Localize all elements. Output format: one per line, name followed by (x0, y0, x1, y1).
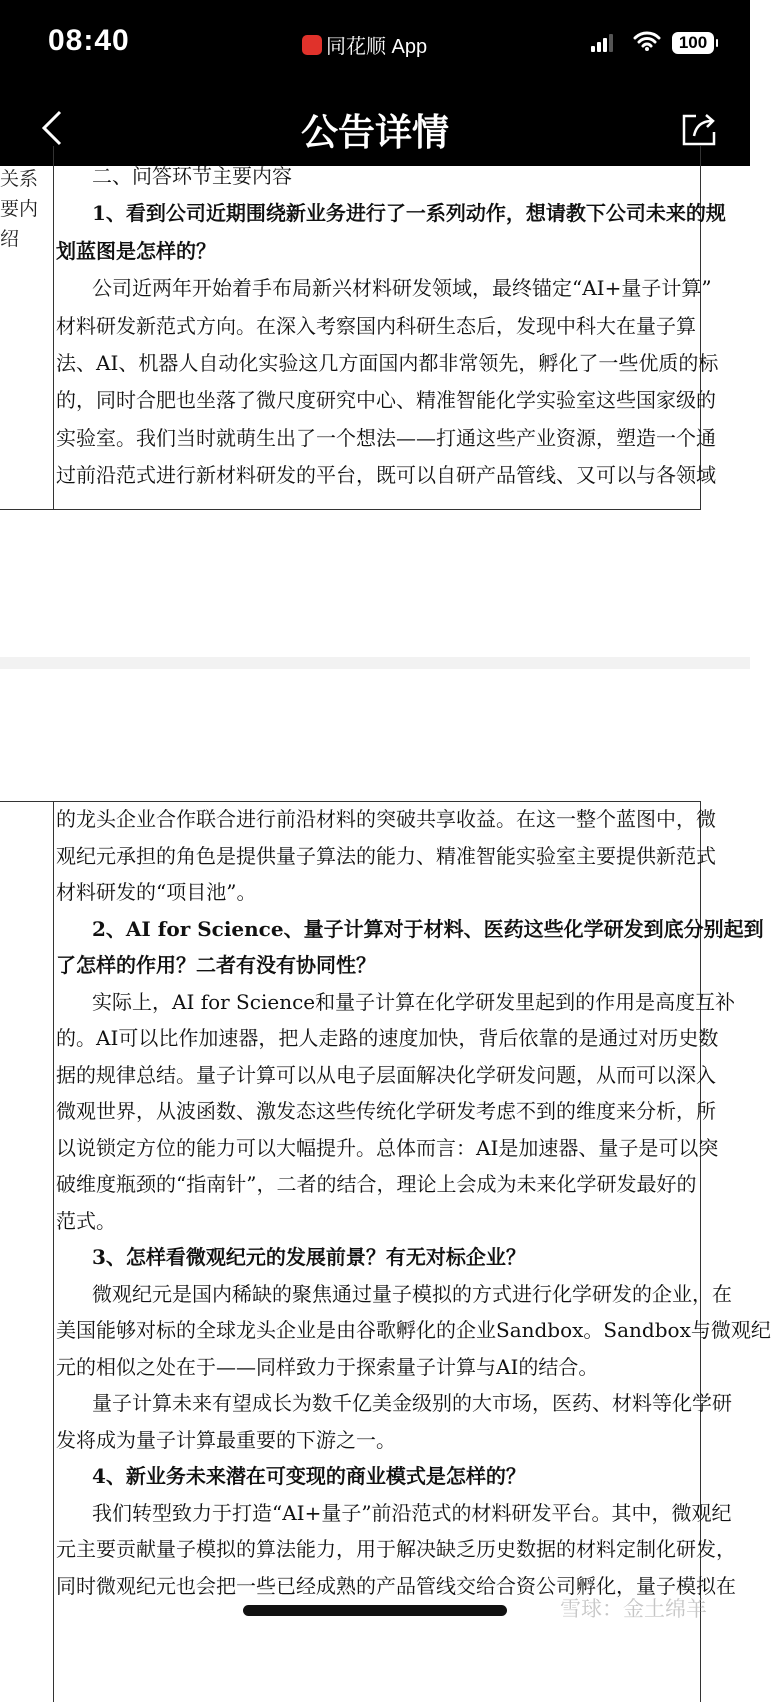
text-line: 实际上，AI for Science和量子计算在化学研发里起到的作用是高度互补 (92, 989, 736, 1014)
text-line: 1、看到公司近期围绕新业务进行了一系列动作，想请教下公司未来的规 (92, 201, 726, 226)
text-line: 同时微观纪元也会把一些已经成熟的产品管线交给合资公司孵化，量子模拟在 (56, 1573, 736, 1598)
left-col-text: 绍 (0, 228, 20, 250)
text-line: 了怎样的作用？二者有没有协同性？ (56, 953, 376, 977)
text-line: 4、新业务未来潜在可变现的商业模式是怎样的？ (92, 1464, 526, 1488)
text-line: 2、AI for Science、量子计算对于材料、医药这些化学研发到底分别起到 (92, 916, 764, 941)
text-line: 发将成为量子计算最重要的下游之一。 (56, 1427, 396, 1452)
text-line: 微观纪元是国内稀缺的聚焦通过量子模拟的方式进行化学研发的企业，在 (92, 1281, 732, 1306)
text-line: 的。AI可以比作加速器，把人走路的速度加快，背后依靠的是通过对历史数 (56, 1026, 719, 1050)
text-line: 元的相似之处在于——同样致力于探索量子计算与AI的结合。 (56, 1354, 599, 1379)
battery-icon: 100 (672, 32, 714, 54)
text-line: 材料研发的“项目池”。 (56, 880, 257, 904)
text-line: 据的规律总结。量子计算可以从电子层面解决化学研发问题，从而可以深入 (56, 1062, 716, 1087)
text-line: 我们转型致力于打造“AI+量子”前沿范式的材料研发平台。其中，微观纪 (92, 1500, 732, 1525)
text-line: 量子计算未来有望成长为数千亿美金级别的大市场，医药、材料等化学研 (92, 1391, 732, 1415)
text-line: 的龙头企业合作联合进行前沿材料的突破共享收益。在这一整个蓝图中，微 (56, 807, 716, 831)
text-line: 公司近两年开始着手布局新兴材料研发领域，最终锚定“AI+量子计算” (92, 276, 712, 301)
page-title: 公告详情 (301, 111, 449, 154)
share-icon[interactable] (682, 112, 716, 146)
left-col-text: 要内 (0, 198, 39, 220)
signal-icon (591, 34, 613, 52)
text-line: 以说锁定方位的能力可以大幅提升。总体而言：AI是加速器、量子是可以突 (56, 1135, 719, 1160)
text-line: 材料研发新范式方向。在深入考察国内科研生态后，发现中科大在量子算 (56, 313, 696, 338)
text-line: 微观世界，从波函数、激发态这些传统化学研发考虑不到的维度来分析，所 (56, 1099, 716, 1123)
app-icon (302, 35, 322, 55)
text-line: 观纪元承担的角色是提供量子算法的能力、精准智能实验室主要提供新范式 (56, 843, 716, 868)
text-line: 法、AI、机器人自动化实验这几方面国内都非常领先，孵化了一些优质的标 (56, 351, 719, 375)
table-border (0, 801, 53, 802)
text-line: 元主要贡献量子模拟的算法能力，用于解决缺乏历史数据的材料定制化研发， (56, 1537, 736, 1561)
wifi-icon (633, 30, 661, 52)
text-line: 实验室。我们当时就萌生出了一个想法——打通这些产业资源，塑造一个通 (56, 425, 716, 450)
text-line: 过前沿范式进行新材料研发的平台，既可以自研产品管线、又可以与各领域 (56, 463, 716, 488)
text-line: 破维度瓶颈的“指南针”，二者的结合，理论上会成为未来化学研发最好的 (56, 1172, 697, 1196)
status-bar (0, 0, 750, 90)
text-line: 划蓝图是怎样的？ (56, 238, 216, 263)
watermark: 雪球：金土绵羊 (560, 1597, 707, 1621)
text-line: 范式。 (56, 1208, 116, 1233)
table-border (0, 509, 53, 510)
status-time: 08:40 (48, 24, 130, 57)
app-name: 同花顺 App (326, 36, 428, 58)
text-line: 3、怎样看微观纪元的发展前景？有无对标企业？ (92, 1245, 526, 1269)
home-indicator[interactable] (243, 1605, 507, 1616)
text-line: 二、问答环节主要内容 (92, 164, 292, 188)
text-line: 的，同时合肥也坐落了微尺度研究中心、精准智能化学实验室这些国家级的 (56, 388, 716, 413)
left-col-text: 关系 (0, 168, 39, 190)
page-separator (0, 657, 750, 669)
announcement-document[interactable] (0, 164, 771, 1598)
text-line: 美国能够对标的全球龙头企业是由谷歌孵化的企业Sandbox。Sandbox与微观纪 (56, 1318, 771, 1342)
return-to-app[interactable] (302, 30, 427, 59)
